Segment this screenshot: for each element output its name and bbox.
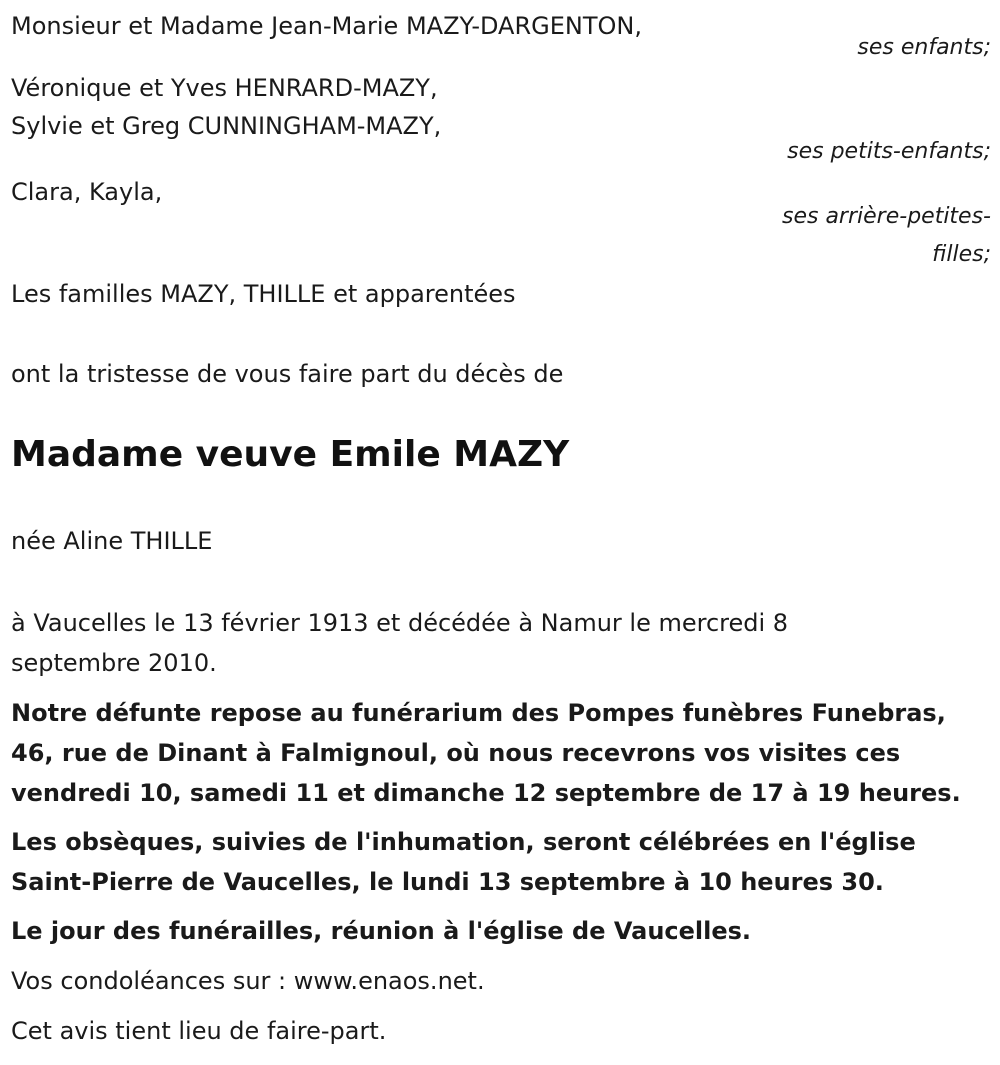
visitation-text: Notre défunte repose au funérarium des Pompes funèbres Funebras, 46, rue de Dinant à Falmignoul, où nous recevrons vos visites ces vendredi 10, samedi 11 et dimanche 12 septembre de 17 à 19 heures. (11, 699, 961, 807)
grandchildren-names-1: Véronique et Yves HENRARD-MAZY, (11, 74, 438, 102)
grandchildren-section (11, 70, 991, 170)
birth-death-line-1: à Vaucelles le 13 février 1913 et décédée à Namur le mercredi 8 (11, 609, 789, 637)
condolences-paragraph (11, 961, 991, 1001)
notice-text: Cet avis tient lieu de faire-part. (11, 1017, 387, 1045)
funeral-paragraph (11, 822, 951, 902)
birth-name: née Aline THILLE (11, 527, 213, 555)
great-grandchildren-label-1: ses arrière-petites- (782, 204, 991, 229)
families-line (11, 276, 991, 312)
deceased-name: Madame veuve Emile MAZY (11, 434, 570, 475)
notice-paragraph (11, 1011, 991, 1051)
great-grandchildren-names: Clara, Kayla, (11, 178, 163, 206)
meeting-paragraph (11, 911, 991, 951)
birth-death-section (11, 603, 991, 683)
funeral-text: Les obsèques, suivies de l'inhumation, seront célébrées en l'église Saint-Pierre de Vaucelles, le lundi 13 septembre à 10 heures 30. (11, 828, 916, 896)
intro-text: ont la tristesse de vous faire part du décès de (11, 360, 564, 388)
condolences-text: Vos condoléances sur : www.enaos.net. (11, 967, 485, 995)
children-names: Monsieur et Madame Jean-Marie MAZY-DARGENTON, (11, 12, 642, 40)
families-text: Les familles MAZY, THILLE et apparentées (11, 280, 516, 308)
children-label: ses enfants; (857, 35, 991, 60)
grandchildren-label: ses petits-enfants; (787, 139, 991, 164)
great-grandchildren-section (11, 174, 991, 274)
grandchildren-names-2: Sylvie et Greg CUNNINGHAM-MAZY, (11, 112, 442, 140)
great-grandchildren-label-2: filles; (932, 242, 991, 267)
birth-death-line-2: septembre 2010. (11, 649, 217, 677)
intro-line (11, 356, 991, 392)
birth-name-line (11, 523, 991, 559)
meeting-text: Le jour des funérailles, réunion à l'église de Vaucelles. (11, 917, 752, 945)
deceased-heading (11, 432, 991, 478)
children-section (11, 8, 991, 66)
visitation-paragraph (11, 693, 986, 813)
